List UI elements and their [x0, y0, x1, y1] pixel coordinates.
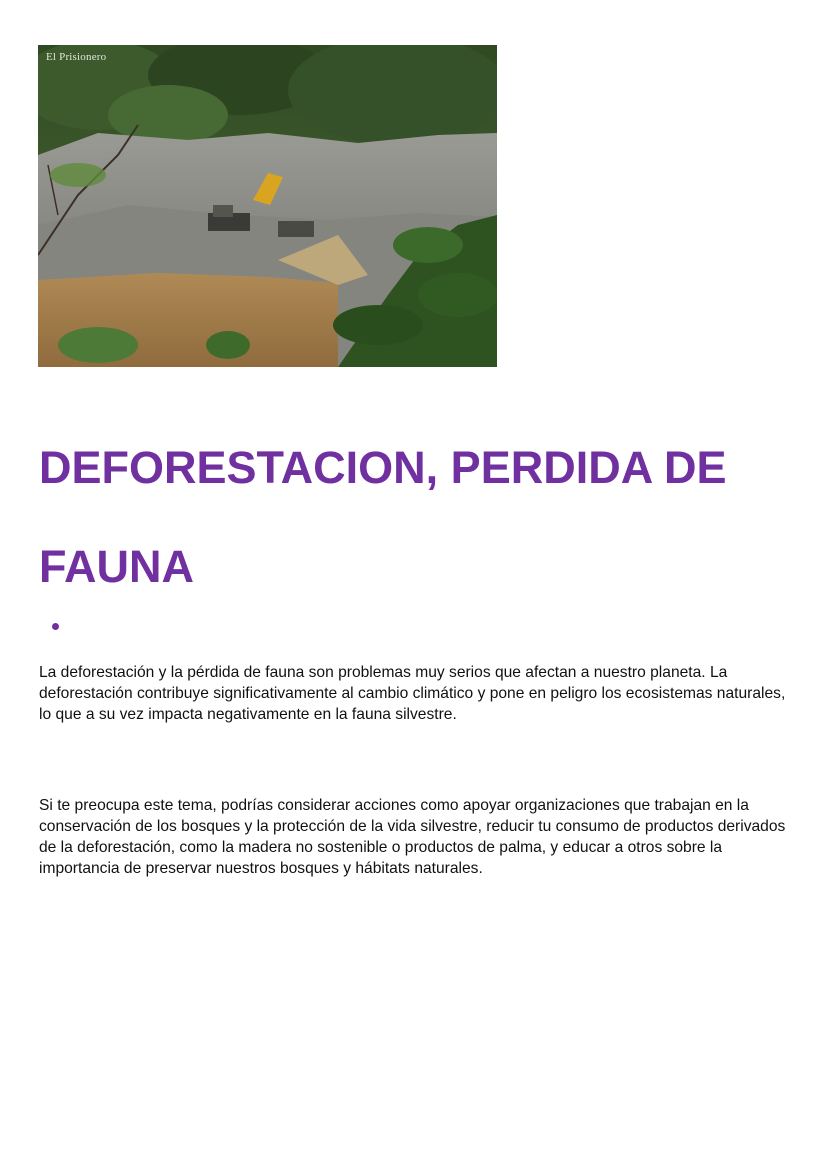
actions-paragraph: Si te preocupa este tema, podrías considerar acciones como apoyar organizaciones que trabajan en la conservación de los bosques y la protección de la vida silvestre, reducir tu consumo de productos derivados de la deforestación, como la madera no sostenible o productos de palma, y educar a otros sobre la importancia de preservar nuestros bosques y hábitats naturales.: [39, 797, 786, 877]
intro-paragraph: La deforestación y la pérdida de fauna son problemas muy serios que afectan a nuestro planeta. La deforestación contribuye significativamente al cambio climático y pone en peligro los ecosistemas naturales, lo que a su vez impacta negativamente en la fauna silvestre.: [39, 664, 786, 723]
photo-watermark: El Prisionero: [46, 51, 107, 63]
page-title: DEFORESTACION, PERDIDA DE FAUNA: [39, 442, 727, 592]
bullet-point: [52, 623, 59, 630]
photo-illustration: [38, 45, 497, 367]
mining-deforestation-photo: [38, 45, 497, 367]
